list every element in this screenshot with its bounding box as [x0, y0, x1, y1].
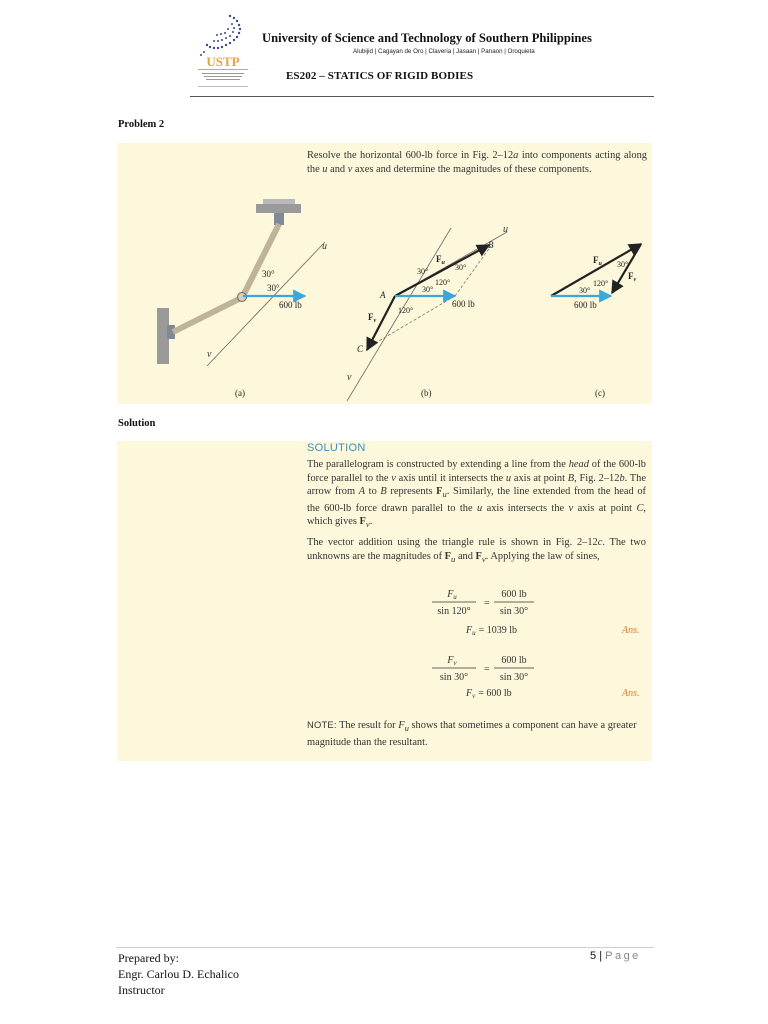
caption-b: (b) — [421, 388, 432, 398]
angle-b-4: 30° — [422, 285, 434, 294]
eq2-answer-tag: Ans. — [622, 688, 640, 699]
fv-label-c: $F_v$ — [628, 271, 637, 283]
eq1-right-denominator: sin 30° — [499, 606, 529, 617]
page-number: 5 — [590, 950, 597, 962]
solution-heading: SOLUTION — [307, 442, 366, 454]
angle-a-1: 30° — [262, 269, 275, 279]
ustp-logo — [192, 12, 254, 96]
eq2-equals: = — [484, 664, 490, 675]
fu-label-c: $F_u$ — [593, 255, 602, 267]
axis-v-label-b: v — [347, 372, 352, 383]
figure-a — [157, 199, 327, 398]
prepared-by-label: Prepared by: — [118, 951, 179, 965]
page-indicator — [590, 950, 641, 962]
eq1-result: $F_u = 1039$ lb — [466, 625, 518, 637]
force-label-a: 600 lb — [279, 300, 302, 310]
page-word: Page — [605, 950, 641, 962]
eq2-right-denominator: sin 30° — [499, 672, 529, 683]
axis-u-label-a: u — [322, 241, 327, 252]
angle-b-5: 120° — [398, 306, 414, 315]
footer-divider — [116, 947, 654, 948]
solution-note: NOTE: The result for $F_u$ shows that sometimes a component can have a greater magnitude than the resultant. — [307, 719, 637, 748]
angle-c-2: 120° — [593, 279, 609, 288]
angle-b-2: 30° — [455, 263, 467, 272]
angle-b-1: 30° — [417, 267, 429, 276]
axis-v-label-a: v — [207, 349, 212, 360]
problem-statement: Resolve the horizontal 600-lb force in Fig. 2–12a into components acting along the u and v axes and determine the magnitudes of these components. — [307, 150, 647, 175]
force-resolution-figure — [117, 190, 652, 404]
page-separator: | — [599, 950, 603, 962]
eq2-right-numerator: 600 lb — [501, 655, 527, 666]
eq1-denominator: sin 120° — [437, 606, 471, 617]
preparer-role: Instructor — [118, 983, 165, 997]
caption-a: (a) — [235, 388, 245, 398]
course-title: ES202 – STATICS OF RIGID BODIES — [286, 70, 474, 82]
law-of-sines-equations — [420, 585, 650, 705]
point-a: A — [380, 290, 386, 300]
eq1-numerator: $F_u$ — [447, 589, 457, 601]
angle-c-1: 30° — [617, 260, 629, 269]
point-c: C — [357, 344, 364, 354]
eq1-right-numerator: 600 lb — [501, 589, 527, 600]
note-label: NOTE: — [307, 719, 337, 730]
force-label-b: 600 lb — [452, 299, 475, 309]
eq2-result: $F_v = 600$ lb — [466, 688, 512, 700]
axis-u-label-b: u — [503, 224, 508, 235]
angle-a-2: 30° — [267, 283, 280, 293]
point-b: B — [488, 240, 494, 250]
angle-c-3: 30° — [579, 286, 591, 295]
eq2-numerator: $F_v$ — [447, 655, 457, 667]
figure-b — [347, 224, 508, 401]
figure-c — [551, 244, 641, 398]
problem-label: Problem 2 — [118, 119, 165, 130]
header-divider — [190, 96, 654, 97]
university-name: University of Science and Technology of Southern Philippines — [262, 31, 592, 45]
solution-label: Solution — [118, 418, 156, 429]
eq2-denominator: sin 30° — [439, 672, 469, 683]
eq1-answer-tag: Ans. — [622, 625, 640, 636]
solution-paragraph-1: The parallelogram is constructed by extending a line from the head of the 600-lb force parallel to the v axis until it intersects the u axis at point B, Fig. 2–12b. The arrow from A to B represents $F_u$. Similarly, the line extended from the head of the 600-lb force drawn parallel to the u axis intersects the v axis at point C, which gives $F_v$. — [307, 459, 647, 530]
caption-c: (c) — [595, 388, 605, 398]
campus-list: Alubijid | Cagayan de Oro | Claveria | Jasaan | Panaon | Oroquieta — [353, 48, 535, 55]
logo-wordmark: USTP — [206, 54, 240, 69]
fu-label-b: $F_u$ — [436, 254, 445, 266]
eq1-equals: = — [484, 598, 490, 609]
solution-paragraph-2: The vector addition using the triangle rule is shown in Fig. 2–12c. The two unknowns are the magnitudes of $F_u$ and $F_v$. Applying the law of sines, — [307, 537, 646, 564]
fv-label-b: $F_v$ — [368, 312, 377, 324]
angle-b-3: 120° — [435, 278, 451, 287]
force-label-c: 600 lb — [574, 300, 597, 310]
preparer-name: Engr. Carlou D. Echalico — [118, 967, 239, 981]
